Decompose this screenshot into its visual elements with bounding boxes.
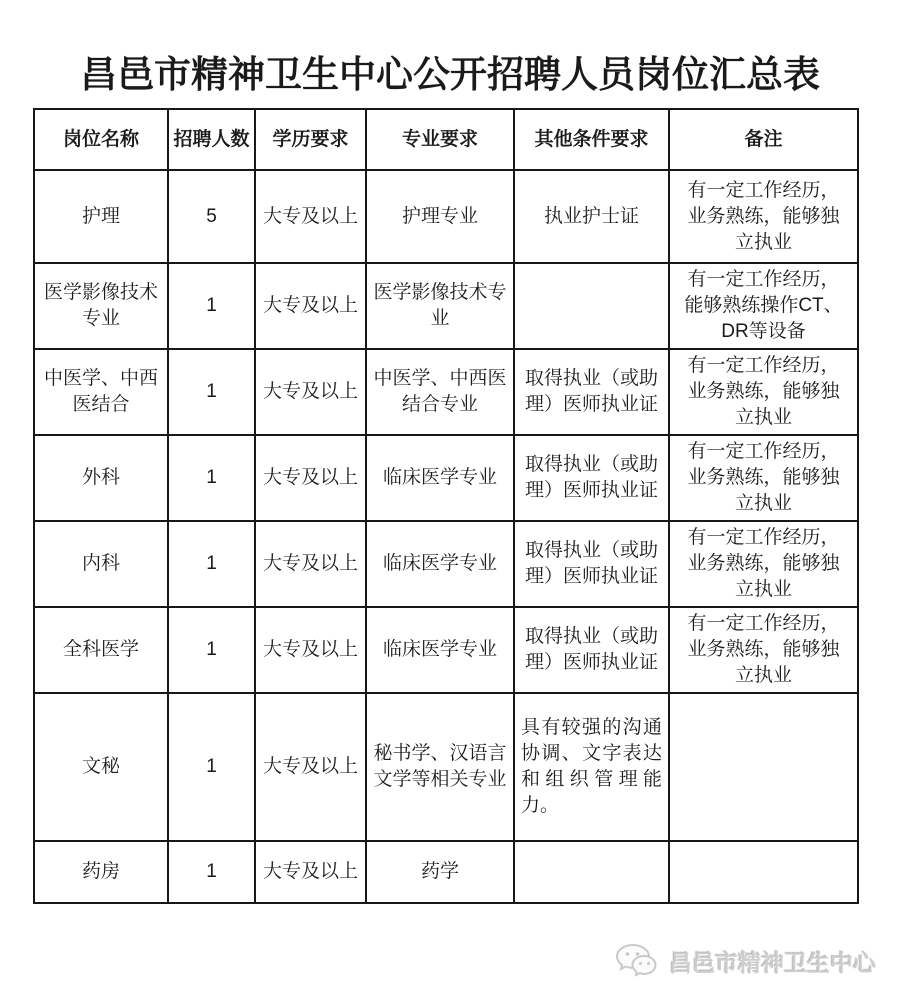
cell-count: 1 — [168, 693, 255, 841]
cell-position: 外科 — [34, 435, 168, 521]
column-header: 专业要求 — [366, 109, 514, 170]
column-header: 招聘人数 — [168, 109, 255, 170]
wechat-logo-icon — [613, 942, 659, 980]
cell-remark — [669, 693, 858, 841]
cell-education: 大专及以上 — [255, 349, 366, 435]
table-row — [34, 841, 858, 903]
cell-major: 护理专业 — [366, 170, 514, 263]
cell-position: 内科 — [34, 521, 168, 607]
column-header: 学历要求 — [255, 109, 366, 170]
table-row — [34, 435, 858, 521]
cell-other — [514, 263, 669, 349]
cell-major: 临床医学专业 — [366, 435, 514, 521]
cell-remark: 有一定工作经历，业务熟练，能够独立执业 — [669, 435, 858, 521]
cell-position: 护理 — [34, 170, 168, 263]
table-row — [34, 693, 858, 841]
column-header: 其他条件要求 — [514, 109, 669, 170]
cell-education: 大专及以上 — [255, 170, 366, 263]
cell-position: 中医学、中西医结合 — [34, 349, 168, 435]
cell-education: 大专及以上 — [255, 841, 366, 903]
cell-education: 大专及以上 — [255, 435, 366, 521]
table-row — [34, 349, 858, 435]
table-row — [34, 170, 858, 263]
cell-position: 全科医学 — [34, 607, 168, 693]
cell-other: 取得执业（或助理）医师执业证 — [514, 521, 669, 607]
cell-remark: 有一定工作经历，业务熟练，能够独立执业 — [669, 170, 858, 263]
cell-count: 1 — [168, 435, 255, 521]
column-header: 岗位名称 — [34, 109, 168, 170]
table-row — [34, 521, 858, 607]
cell-position: 文秘 — [34, 693, 168, 841]
cell-major: 秘书学、汉语言文学等相关专业 — [366, 693, 514, 841]
recruitment-table — [33, 108, 859, 904]
cell-count: 1 — [168, 841, 255, 903]
cell-remark: 有一定工作经历，业务熟练，能够独立执业 — [669, 349, 858, 435]
cell-count: 1 — [168, 607, 255, 693]
cell-education: 大专及以上 — [255, 263, 366, 349]
cell-other: 取得执业（或助理）医师执业证 — [514, 435, 669, 521]
watermark — [613, 942, 876, 980]
cell-major: 医学影像技术专业 — [366, 263, 514, 349]
cell-count: 1 — [168, 521, 255, 607]
cell-education: 大专及以上 — [255, 693, 366, 841]
cell-other: 取得执业（或助理）医师执业证 — [514, 349, 669, 435]
cell-position: 医学影像技术专业 — [34, 263, 168, 349]
cell-major: 药学 — [366, 841, 514, 903]
cell-remark — [669, 841, 858, 903]
column-header: 备注 — [669, 109, 858, 170]
cell-major: 临床医学专业 — [366, 607, 514, 693]
cell-other: 取得执业（或助理）医师执业证 — [514, 607, 669, 693]
cell-education: 大专及以上 — [255, 521, 366, 607]
cell-major: 临床医学专业 — [366, 521, 514, 607]
table-header-row — [34, 109, 858, 170]
cell-major: 中医学、中西医结合专业 — [366, 349, 514, 435]
cell-other: 具有较强的沟通协调、文字表达和组织管理能力。 — [514, 693, 669, 841]
cell-other: 执业护士证 — [514, 170, 669, 263]
cell-count: 1 — [168, 263, 255, 349]
cell-remark: 有一定工作经历，业务熟练，能够独立执业 — [669, 521, 858, 607]
cell-position: 药房 — [34, 841, 168, 903]
cell-remark: 有一定工作经历，业务熟练，能够独立执业 — [669, 607, 858, 693]
page-title: 昌邑市精神卫生中心公开招聘人员岗位汇总表 — [80, 54, 820, 95]
cell-remark: 有一定工作经历，能够熟练操作CT、DR等设备 — [669, 263, 858, 349]
table-row — [34, 607, 858, 693]
table-row — [34, 263, 858, 349]
cell-count: 1 — [168, 349, 255, 435]
cell-other — [514, 841, 669, 903]
cell-count: 5 — [168, 170, 255, 263]
watermark-text: 昌邑市精神卫生中心 — [669, 949, 876, 976]
cell-education: 大专及以上 — [255, 607, 366, 693]
